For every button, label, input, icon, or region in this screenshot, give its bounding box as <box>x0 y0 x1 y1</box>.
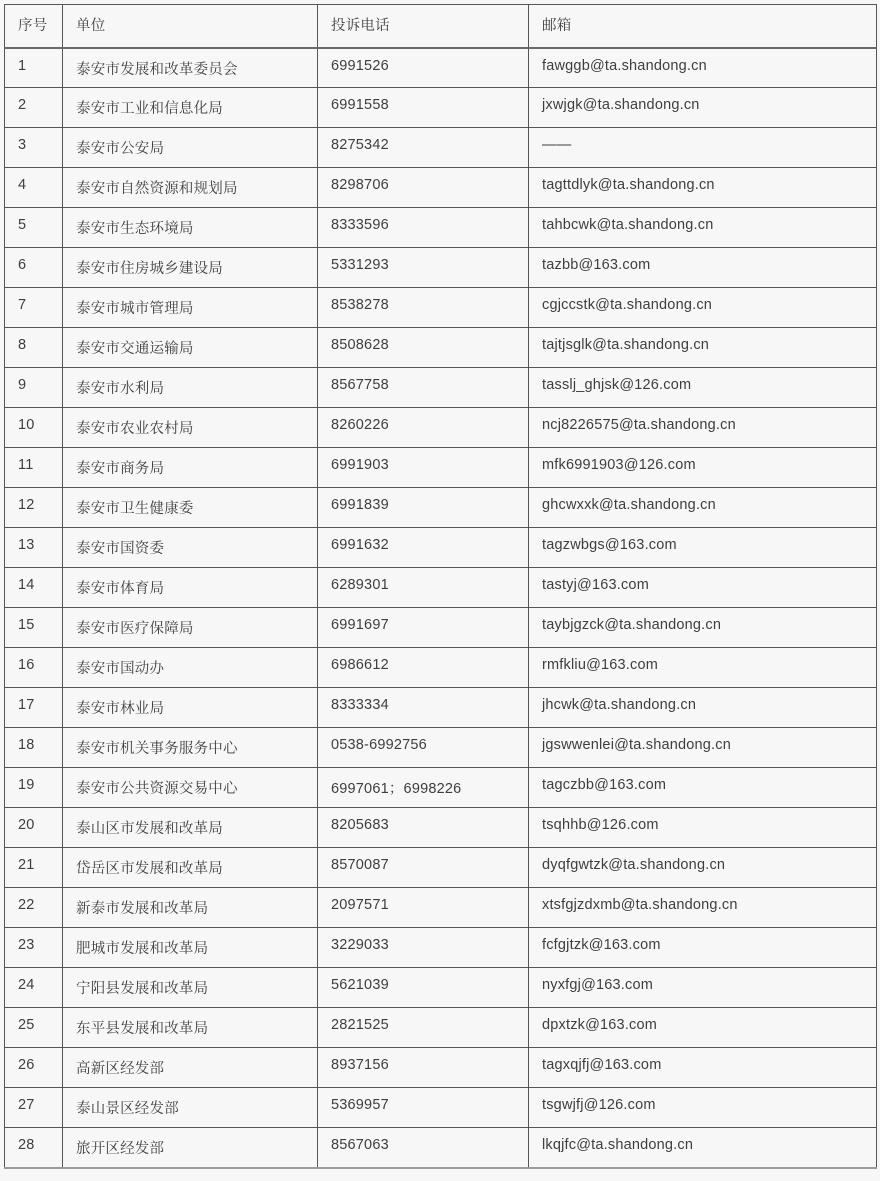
cell-index: 20 <box>5 808 63 848</box>
table-row <box>5 1048 877 1088</box>
cell-email: tagxqjfj@163.com <box>529 1048 877 1088</box>
cell-phone: 8333334 <box>318 688 529 728</box>
table-row <box>5 688 877 728</box>
cell-email: ncj8226575@ta.shandong.cn <box>529 408 877 448</box>
cell-phone: 6991839 <box>318 488 529 528</box>
cell-email: dpxtzk@163.com <box>529 1008 877 1048</box>
cell-phone: 6991697 <box>318 608 529 648</box>
cell-unit: 泰山景区经发部 <box>63 1088 318 1128</box>
cell-phone: 8298706 <box>318 168 529 208</box>
table-row <box>5 568 877 608</box>
cell-email: jhcwk@ta.shandong.cn <box>529 688 877 728</box>
cell-index: 1 <box>5 48 63 88</box>
cell-unit: 宁阳县发展和改革局 <box>63 968 318 1008</box>
cell-phone: 8508628 <box>318 328 529 368</box>
table-row <box>5 1128 877 1168</box>
cell-unit: 泰山区市发展和改革局 <box>63 808 318 848</box>
cell-email: tastyj@163.com <box>529 568 877 608</box>
cell-email: mfk6991903@126.com <box>529 448 877 488</box>
cell-email: fawggb@ta.shandong.cn <box>529 48 877 88</box>
table-row <box>5 768 877 808</box>
cell-phone: 8333596 <box>318 208 529 248</box>
cell-email: cgjccstk@ta.shandong.cn <box>529 288 877 328</box>
table-row <box>5 208 877 248</box>
cell-unit: 高新区经发部 <box>63 1048 318 1088</box>
cell-index: 25 <box>5 1008 63 1048</box>
cell-email: taybjgzck@ta.shandong.cn <box>529 608 877 648</box>
header-phone: 投诉电话 <box>318 5 529 48</box>
header-row <box>5 5 877 48</box>
cell-index: 14 <box>5 568 63 608</box>
cell-phone: 2097571 <box>318 888 529 928</box>
cell-email: jgswwenlei@ta.shandong.cn <box>529 728 877 768</box>
cell-unit: 肥城市发展和改革局 <box>63 928 318 968</box>
cell-phone: 6991632 <box>318 528 529 568</box>
cell-unit: 泰安市水利局 <box>63 368 318 408</box>
cell-unit: 泰安市国动办 <box>63 648 318 688</box>
cell-phone: 5621039 <box>318 968 529 1008</box>
table-row <box>5 528 877 568</box>
cell-index: 18 <box>5 728 63 768</box>
cell-phone: 6991558 <box>318 88 529 128</box>
cell-email: tazbb@163.com <box>529 248 877 288</box>
cell-phone: 8538278 <box>318 288 529 328</box>
table-row <box>5 168 877 208</box>
table-row <box>5 488 877 528</box>
cell-index: 17 <box>5 688 63 728</box>
header-index: 序号 <box>5 5 63 48</box>
table-row <box>5 408 877 448</box>
cell-email: tsgwjfj@126.com <box>529 1088 877 1128</box>
cell-email: lkqjfc@ta.shandong.cn <box>529 1128 877 1168</box>
table-row <box>5 608 877 648</box>
cell-index: 21 <box>5 848 63 888</box>
table-row <box>5 848 877 888</box>
table-row <box>5 648 877 688</box>
cell-email: tasslj_ghjsk@126.com <box>529 368 877 408</box>
cell-unit: 泰安市卫生健康委 <box>63 488 318 528</box>
cell-phone: 8570087 <box>318 848 529 888</box>
cell-unit: 泰安市住房城乡建设局 <box>63 248 318 288</box>
cell-email: tsqhhb@126.com <box>529 808 877 848</box>
cell-email: fcfgjtzk@163.com <box>529 928 877 968</box>
cell-email: tagttdlyk@ta.shandong.cn <box>529 168 877 208</box>
cell-unit: 泰安市自然资源和规划局 <box>63 168 318 208</box>
cell-unit: 岱岳区市发展和改革局 <box>63 848 318 888</box>
cell-unit: 新泰市发展和改革局 <box>63 888 318 928</box>
cell-unit: 泰安市国资委 <box>63 528 318 568</box>
table-row <box>5 968 877 1008</box>
cell-email: tahbcwk@ta.shandong.cn <box>529 208 877 248</box>
cell-unit: 泰安市体育局 <box>63 568 318 608</box>
cell-index: 6 <box>5 248 63 288</box>
cell-unit: 泰安市商务局 <box>63 448 318 488</box>
cell-index: 9 <box>5 368 63 408</box>
table-row <box>5 928 877 968</box>
table-row <box>5 448 877 488</box>
table-row <box>5 48 877 88</box>
cell-index: 11 <box>5 448 63 488</box>
cell-phone: 6991526 <box>318 48 529 88</box>
table-row <box>5 288 877 328</box>
table-row <box>5 1008 877 1048</box>
cell-email: ghcwxxk@ta.shandong.cn <box>529 488 877 528</box>
cell-phone: 8567758 <box>318 368 529 408</box>
cell-email: —— <box>529 128 877 168</box>
table-row <box>5 128 877 168</box>
cell-unit: 旅开区经发部 <box>63 1128 318 1168</box>
cell-index: 7 <box>5 288 63 328</box>
cell-email: dyqfgwtzk@ta.shandong.cn <box>529 848 877 888</box>
header-unit: 单位 <box>63 5 318 48</box>
cell-email: tajtjsglk@ta.shandong.cn <box>529 328 877 368</box>
cell-index: 27 <box>5 1088 63 1128</box>
cell-email: xtsfgjzdxmb@ta.shandong.cn <box>529 888 877 928</box>
table-header <box>5 5 877 48</box>
cell-index: 23 <box>5 928 63 968</box>
cell-email: jxwjgk@ta.shandong.cn <box>529 88 877 128</box>
cell-phone: 8275342 <box>318 128 529 168</box>
cell-index: 10 <box>5 408 63 448</box>
cell-phone: 0538-6992756 <box>318 728 529 768</box>
cell-email: tagczbb@163.com <box>529 768 877 808</box>
cell-email: tagzwbgs@163.com <box>529 528 877 568</box>
cell-phone: 8937156 <box>318 1048 529 1088</box>
cell-email: nyxfgj@163.com <box>529 968 877 1008</box>
cell-index: 13 <box>5 528 63 568</box>
cell-unit: 泰安市交通运输局 <box>63 328 318 368</box>
cell-index: 3 <box>5 128 63 168</box>
complaint-contact-table <box>4 4 877 1169</box>
cell-index: 16 <box>5 648 63 688</box>
cell-phone: 5369957 <box>318 1088 529 1128</box>
table-row <box>5 1088 877 1128</box>
cell-phone: 6289301 <box>318 568 529 608</box>
cell-unit: 泰安市机关事务服务中心 <box>63 728 318 768</box>
cell-index: 22 <box>5 888 63 928</box>
cell-unit: 泰安市城市管理局 <box>63 288 318 328</box>
cell-phone: 8260226 <box>318 408 529 448</box>
table-row <box>5 808 877 848</box>
cell-unit: 泰安市林业局 <box>63 688 318 728</box>
table-row <box>5 328 877 368</box>
cell-unit: 泰安市医疗保障局 <box>63 608 318 648</box>
cell-index: 5 <box>5 208 63 248</box>
cell-index: 26 <box>5 1048 63 1088</box>
cell-index: 12 <box>5 488 63 528</box>
table-row <box>5 368 877 408</box>
cell-phone: 2821525 <box>318 1008 529 1048</box>
table-row <box>5 88 877 128</box>
cell-email: rmfkliu@163.com <box>529 648 877 688</box>
cell-unit: 泰安市工业和信息化局 <box>63 88 318 128</box>
cell-phone: 6986612 <box>318 648 529 688</box>
table-row <box>5 728 877 768</box>
cell-unit: 泰安市公共资源交易中心 <box>63 768 318 808</box>
cell-phone: 5331293 <box>318 248 529 288</box>
cell-index: 28 <box>5 1128 63 1168</box>
table-row <box>5 248 877 288</box>
cell-phone: 8205683 <box>318 808 529 848</box>
cell-unit: 泰安市生态环境局 <box>63 208 318 248</box>
cell-index: 4 <box>5 168 63 208</box>
cell-phone: 8567063 <box>318 1128 529 1168</box>
table-row <box>5 888 877 928</box>
header-email: 邮箱 <box>529 5 877 48</box>
cell-phone: 3229033 <box>318 928 529 968</box>
cell-unit: 泰安市公安局 <box>63 128 318 168</box>
cell-index: 8 <box>5 328 63 368</box>
cell-index: 24 <box>5 968 63 1008</box>
cell-unit: 泰安市发展和改革委员会 <box>63 48 318 88</box>
cell-index: 19 <box>5 768 63 808</box>
cell-phone: 6997061；6998226 <box>318 768 529 808</box>
cell-index: 2 <box>5 88 63 128</box>
table-body <box>5 48 877 1168</box>
cell-unit: 泰安市农业农村局 <box>63 408 318 448</box>
cell-unit: 东平县发展和改革局 <box>63 1008 318 1048</box>
cell-index: 15 <box>5 608 63 648</box>
cell-phone: 6991903 <box>318 448 529 488</box>
